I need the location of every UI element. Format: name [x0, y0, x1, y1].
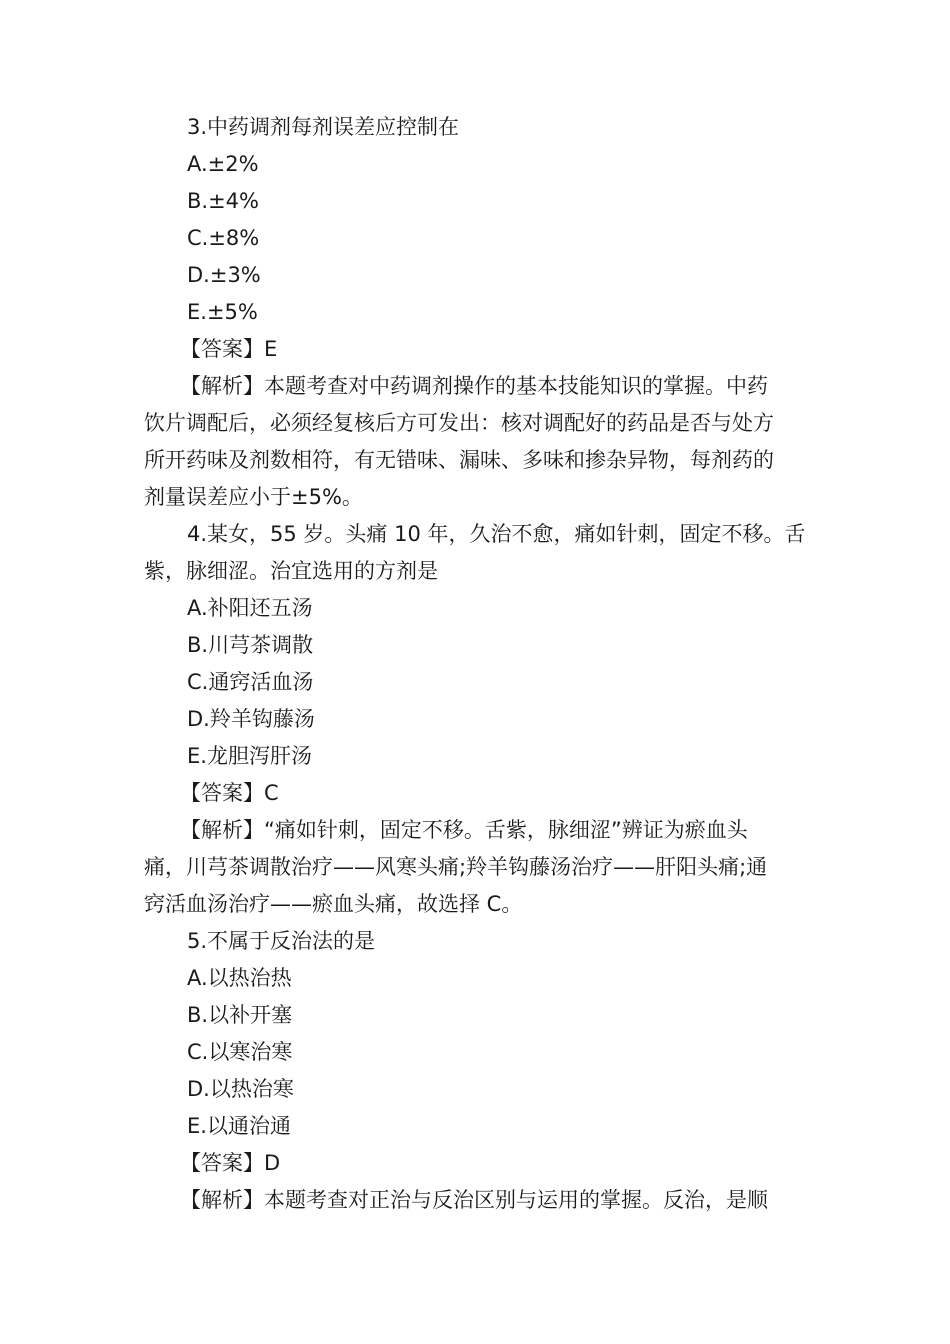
question-3-analysis-line-3: 所开药味及剂数相符，有无错味、漏味、多味和掺杂异物，每剂药的: [144, 448, 774, 472]
question-3-analysis-line-1: 【解析】本题考查对中药调剂操作的基本技能知识的掌握。中药: [180, 374, 768, 398]
question-5-analysis-line-1: 【解析】本题考查对正治与反治区别与运用的掌握。反治，是顺: [180, 1188, 768, 1212]
question-3-option-c: C.±8%: [187, 226, 260, 250]
question-4-stem-line-1: 4.某女，55 岁。头痛 10 年，久治不愈，痛如针刺，固定不移。舌: [187, 522, 806, 546]
question-3-answer: 【答案】E: [180, 337, 278, 361]
question-4-option-e: E.龙胆泻肝汤: [187, 744, 312, 768]
question-4-analysis-line-1: 【解析】“痛如针刺，固定不移。舌紫，脉细涩”辨证为瘀血头: [180, 818, 748, 842]
question-3-option-b: B.±4%: [187, 189, 259, 213]
question-4-option-d: D.羚羊钩藤汤: [187, 707, 315, 731]
question-4-stem-line-2: 紫，脉细涩。治宜选用的方剂是: [144, 559, 438, 583]
question-3-analysis-line-4: 剂量误差应小于±5%。: [144, 485, 363, 509]
question-5-answer: 【答案】D: [180, 1151, 281, 1175]
question-3-option-d: D.±3%: [187, 263, 261, 287]
question-4-option-c: C.通窍活血汤: [187, 670, 314, 694]
question-4-analysis-line-3: 窍活血汤治疗——瘀血头痛，故选择 C。: [144, 892, 523, 916]
question-5-stem: 5.不属于反治法的是: [187, 929, 376, 953]
question-5-option-e: E.以通治通: [187, 1114, 291, 1138]
question-3-analysis-line-2: 饮片调配后，必须经复核后方可发出：核对调配好的药品是否与处方: [144, 411, 774, 435]
question-3-option-e: E.±5%: [187, 300, 258, 324]
question-4-option-a: A.补阳还五汤: [187, 596, 313, 620]
question-5-option-d: D.以热治寒: [187, 1077, 294, 1101]
question-4-answer: 【答案】C: [180, 781, 279, 805]
question-3-option-a: A.±2%: [187, 152, 259, 176]
question-5-option-a: A.以热治热: [187, 966, 292, 990]
question-4-analysis-line-2: 痛，川芎茶调散治疗——风寒头痛;羚羊钩藤汤治疗——肝阳头痛;通: [144, 855, 768, 879]
question-4-option-b: B.川芎茶调散: [187, 633, 314, 657]
question-3-stem: 3.中药调剂每剂误差应控制在: [187, 115, 460, 139]
question-5-option-c: C.以寒治寒: [187, 1040, 293, 1064]
question-5-option-b: B.以补开塞: [187, 1003, 293, 1027]
